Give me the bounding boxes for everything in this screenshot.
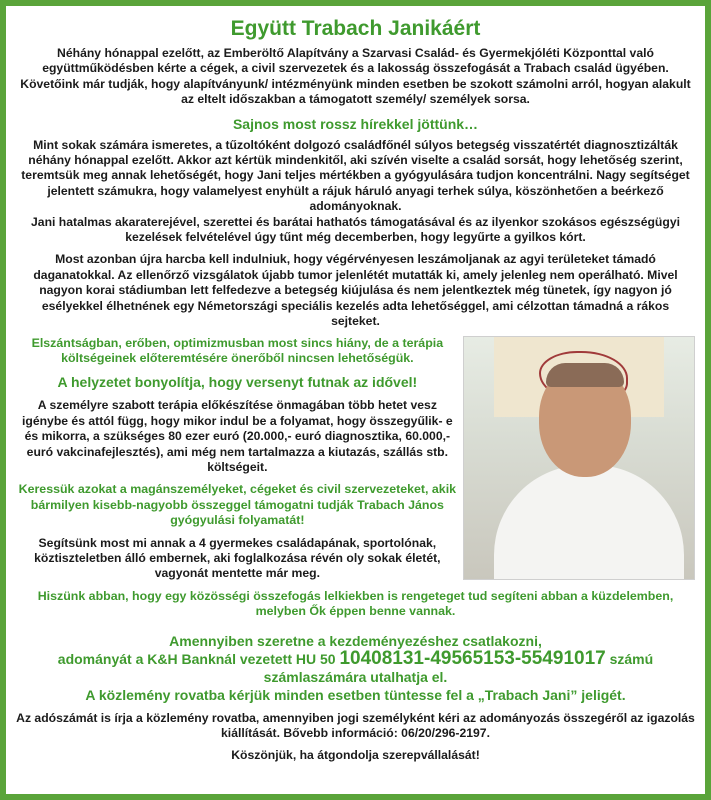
left-column [16, 336, 459, 582]
donation-info [16, 632, 695, 704]
call-line-4: A közlemény rovatba kérjük minden esetben tüntesse fel a „Trabach Jani” jeligét. [85, 686, 626, 703]
call-line-2a: adományát a K&H Banknál vezetett HU 50 [57, 650, 336, 667]
call-line-2 [16, 647, 695, 669]
paragraph-1b: Jani hatalmas akaraterejével, szerettei és barátai hathatós támogatásával és az ilyenkor szokásos egészségügyi kezelések felvételével úgy tűnt még decemberben, hogy legyűrte a gyilkos kórt. [31, 214, 680, 245]
paragraph-1a: Mint sokak számára ismeretes, a tűzoltóként dolgozó családfőnél súlyos betegség visszatértét diagnosztizálták néhány hónappal ezelőtt. Akkor azt kértük mindenkitől, aki szívén viselte a család sorsát, hogy lehetőség szerint, teremtsük meg annak lehetőségét, hogy Jani teljes mértékben a gyógyulására tudjon koncentrálni. Nagy segítséget jelentett számukra, hogy valamelyest enyhült a rájuk háruló anyagi terhek súlya, köszönhetően a beérkező adományoknak. [21, 137, 690, 214]
page-title: Együtt Trabach Janikáért [230, 17, 481, 40]
green-note-2: A helyzetet bonyolítja, hogy versenyt futnak az idővel! [57, 374, 418, 391]
paragraph-2: Most azonban újra harcba kell indulniuk, hogy végérvényesen leszámoljanak az agyi területeket támadó daganatokkal. Az ellenőrző vizsgálatok újabb tumor jelenlétét mutatták ki, amely jelenleg nem operálható. Mivel nagyon korai stádiumban lett felfedezve a betegség kiújulása és nem jelentkeztek még tünetek, így nagyon jó esélyekkel élhetnének egy Németországi speciális kezelés adta lehetőséggel, ami célzottan támadná a rákos sejteket. [33, 252, 678, 329]
call-line-1: Amennyiben szeretne a kezdeményezéshez csatlakozni, [169, 632, 542, 649]
account-number: 10408131-49565153-55491017 [339, 647, 606, 669]
person-shirt [494, 465, 684, 580]
green-note-4: Hiszünk abban, hogy egy közösségi összefogás lelkiekben is rengeteget tud segíteni abban a küzdelemben, melyben Ők éppen benne vannak. [37, 588, 674, 619]
paragraph-4: Segítsünk most mi annak a 4 gyermekes családapának, sportolónak, köztiszteletben álló embernek, aki foglalkozása révén oly sokak életét, vagyonát mentette már meg. [34, 535, 441, 581]
call-line-3: számlaszámára utalhatja el. [263, 668, 448, 685]
call-line-2b: számú [609, 650, 654, 667]
person-hair [546, 363, 624, 387]
thanks-line: Köszönjük, ha átgondolja szerepvállalását! [231, 748, 480, 763]
portrait-photo [463, 336, 695, 580]
tax-info: Az adószámát is írja a közlemény rovatba, amennyiben jogi személyként kéri az adományozás összegéről az igazolás kiállítását. Bővebb információ: 06/20/296-2197. [16, 710, 695, 740]
bad-news-heading: Sajnos most rossz hírekkel jöttünk… [232, 115, 479, 132]
intro-paragraph: Néhány hónappal ezelőtt, az Emberöltő Alapítvány a Szarvasi Család- és Gyermekjóléti Központtal való együttműködésben kérte a cégek, a civil szervezetek és a lakosság összefogását a Trabach család ügyében. Követőink már tudják, hogy alapítványunk/ intézményünk minden esetben be szokott számolni arról, hogyan alakult az eltelt időszakban a támogatott személy/ személyek sorsa. [20, 46, 691, 107]
green-note-3: Keressük azokat a magánszemélyeket, cégeket és civil szervezeteket, akik bármilyen kisebb-nagyobb összeggel támogatni tudják Trabach János gyógyulási folyamatát! [18, 482, 457, 528]
photo-section [16, 336, 695, 582]
flyer-content [16, 16, 695, 784]
paragraph-3: A személyre szabott terápia előkészítése önmagában több hetet vesz igénybe és attól függ, hogy mikor indul be a folyamat, hogy összegyűlik- e és mikorra, a szükséges 80 ezer euró (20.000,- euró diagnosztika, 60.000,- euró vakcinafejlesztés), ami még nem tartalmazza a kiutazás, szállás stb. költségeit. [21, 398, 453, 474]
green-note-1: Elszántságban, erőben, optimizmusban most sincs hiány, de a terápia költségeinek előteremtésére önerőből nincsen lehetőségük. [31, 335, 444, 365]
